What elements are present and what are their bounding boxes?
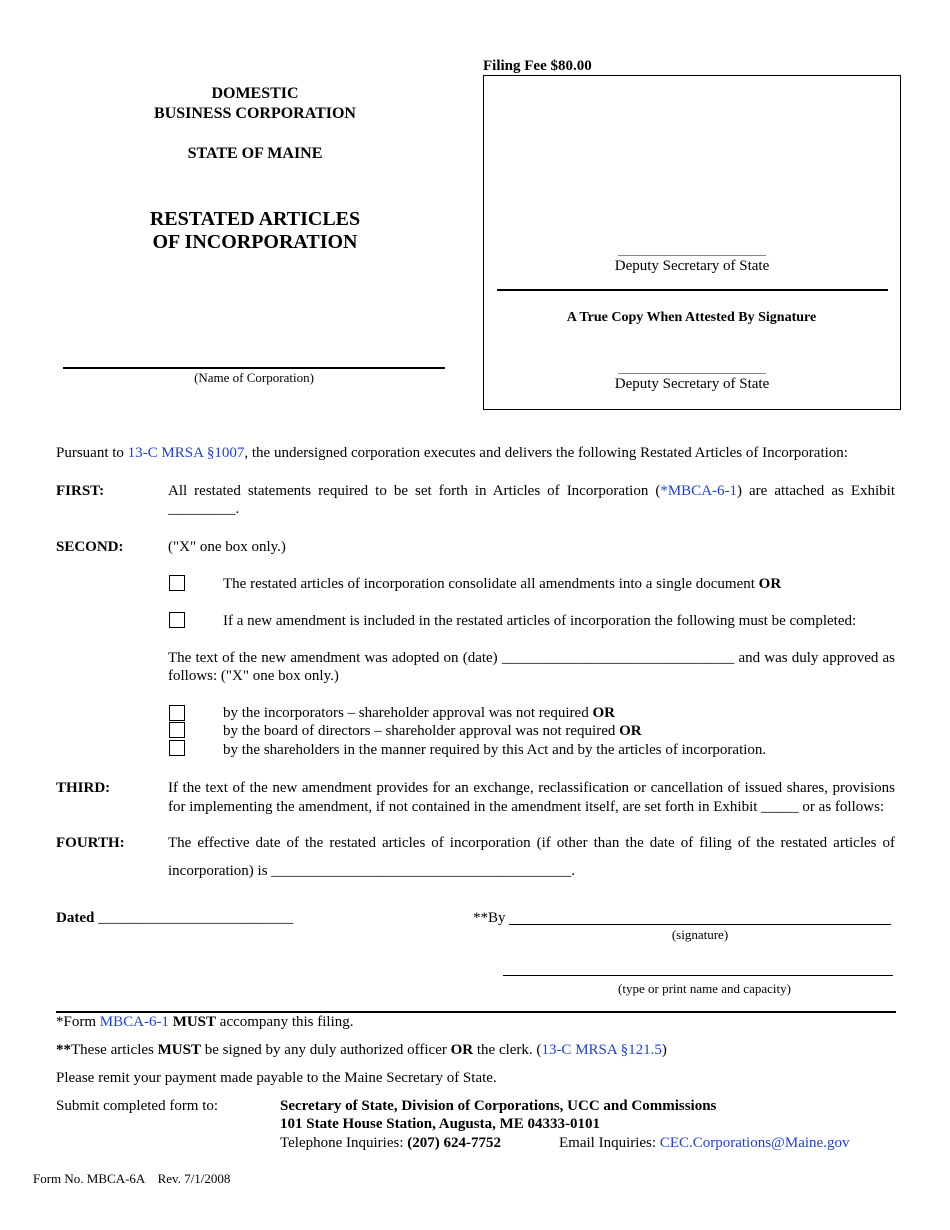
deputy-label-1: Deputy Secretary of State xyxy=(614,258,770,274)
by-label: **By xyxy=(473,910,506,926)
first-text: All restated statements required to be set forth in Articles of Incorporation (*MBCA-6-1) are attached as Exhibit xyxy=(168,483,895,499)
footnote-signature: **These articles MUST be signed by any duly authorized officer OR the clerk. (13-C MRSA §121.5) xyxy=(56,1042,667,1058)
mbca-6-1-footer-link[interactable]: MBCA-6-1 xyxy=(99,1014,169,1030)
address-line-1: Secretary of State, Division of Corporations, UCC and Commissions xyxy=(280,1098,717,1114)
incorporators-option: by the incorporators – shareholder approval was not required OR xyxy=(223,705,615,721)
corporation-name-caption: (Name of Corporation) xyxy=(194,370,314,385)
form-number: Form No. MBCA-6A Rev. 7/1/2008 xyxy=(33,1171,231,1186)
filing-fee: Filing Fee $80.00 xyxy=(483,58,592,74)
state-title: STATE OF MAINE xyxy=(187,145,323,162)
signature-caption: (signature) xyxy=(671,927,729,942)
third-label: THIRD: xyxy=(56,780,111,796)
fourth-text: The effective date of the restated articles of incorporation (if other than the date of filing of the restated articles of xyxy=(168,835,895,851)
title-line-1: DOMESTIC xyxy=(211,85,299,102)
first-exhibit-blank[interactable]: _________. xyxy=(168,501,240,517)
deputy-signature-line-2 xyxy=(618,373,766,374)
mbca-6-1-link[interactable]: *MBCA-6-1 xyxy=(660,483,738,499)
consolidate-checkbox[interactable] xyxy=(169,575,185,591)
board-checkbox[interactable] xyxy=(169,722,185,738)
document-title xyxy=(110,208,400,254)
intro-paragraph: Pursuant to 13-C MRSA §1007, the undersigned corporation executes and delivers the following Restated Articles of Incorporation: xyxy=(56,445,848,461)
adopted-text: The text of the new amendment was adopted on (date) _______________________________ and was duly approved as xyxy=(168,650,895,666)
shareholders-option: by the shareholders in the manner required by this Act and by the articles of incorporation. xyxy=(223,742,767,758)
dated-field[interactable]: Dated __________________________ xyxy=(56,910,294,926)
adopted-text-2: follows: ("X" one box only.) xyxy=(168,668,339,684)
email-inquiries: Email Inquiries: CEC.Corporations@Maine.gov xyxy=(559,1135,850,1151)
email-link[interactable]: CEC.Corporations@Maine.gov xyxy=(659,1135,850,1151)
board-option: by the board of directors – shareholder approval was not required OR xyxy=(223,723,642,739)
shareholders-checkbox[interactable] xyxy=(169,740,185,756)
new-amendment-checkbox[interactable] xyxy=(169,612,185,628)
telephone-inquiries: Telephone Inquiries: (207) 624-7752 xyxy=(280,1135,501,1151)
second-label: SECOND: xyxy=(56,539,124,555)
third-text: If the text of the new amendment provides for an exchange, reclassification or cancellation of issued shares, provisions for implementing the amendment, if not contained in the amendment itself, are set forth in Exhibit _____ or as follows: xyxy=(168,780,895,815)
title-line-2: BUSINESS CORPORATION xyxy=(154,105,356,122)
corporation-type xyxy=(110,84,400,124)
first-label: FIRST: xyxy=(56,483,105,499)
consolidate-option: The restated articles of incorporation consolidate all amendments into a single document OR xyxy=(223,576,782,592)
filing-box-divider xyxy=(497,289,888,291)
incorporators-checkbox[interactable] xyxy=(169,705,185,721)
true-copy-label: A True Copy When Attested By Signature xyxy=(566,310,817,325)
remit-note: Please remit your payment made payable to the Maine Secretary of State. xyxy=(56,1070,497,1086)
signature-line[interactable] xyxy=(509,924,891,925)
submit-label: Submit completed form to: xyxy=(56,1098,219,1114)
print-name-line[interactable] xyxy=(503,975,893,976)
print-name-caption: (type or print name and capacity) xyxy=(618,981,791,996)
footnote-form: *Form MBCA-6-1 MUST accompany this filing. xyxy=(56,1014,354,1030)
second-instruction: ("X" one box only.) xyxy=(168,539,286,555)
doc-title-line-2: OF INCORPORATION xyxy=(152,231,358,253)
new-amendment-option: If a new amendment is included in the restated articles of incorporation the following must be completed: xyxy=(223,613,857,629)
deputy-signature-line-1 xyxy=(618,255,766,256)
filing-box xyxy=(483,75,901,410)
statute-121-link[interactable]: 13-C MRSA §121.5 xyxy=(541,1042,662,1058)
deputy-label-2: Deputy Secretary of State xyxy=(614,376,770,392)
doc-title-line-1: RESTATED ARTICLES xyxy=(149,208,361,230)
corporation-name-field[interactable] xyxy=(63,367,445,369)
fourth-label: FOURTH: xyxy=(56,835,125,851)
statute-1007-link[interactable]: 13-C MRSA §1007 xyxy=(127,445,245,461)
effective-date-field[interactable]: incorporation) is ________________________________________. xyxy=(168,863,576,879)
address-line-2: 101 State House Station, Augusta, ME 04333-0101 xyxy=(280,1116,601,1132)
